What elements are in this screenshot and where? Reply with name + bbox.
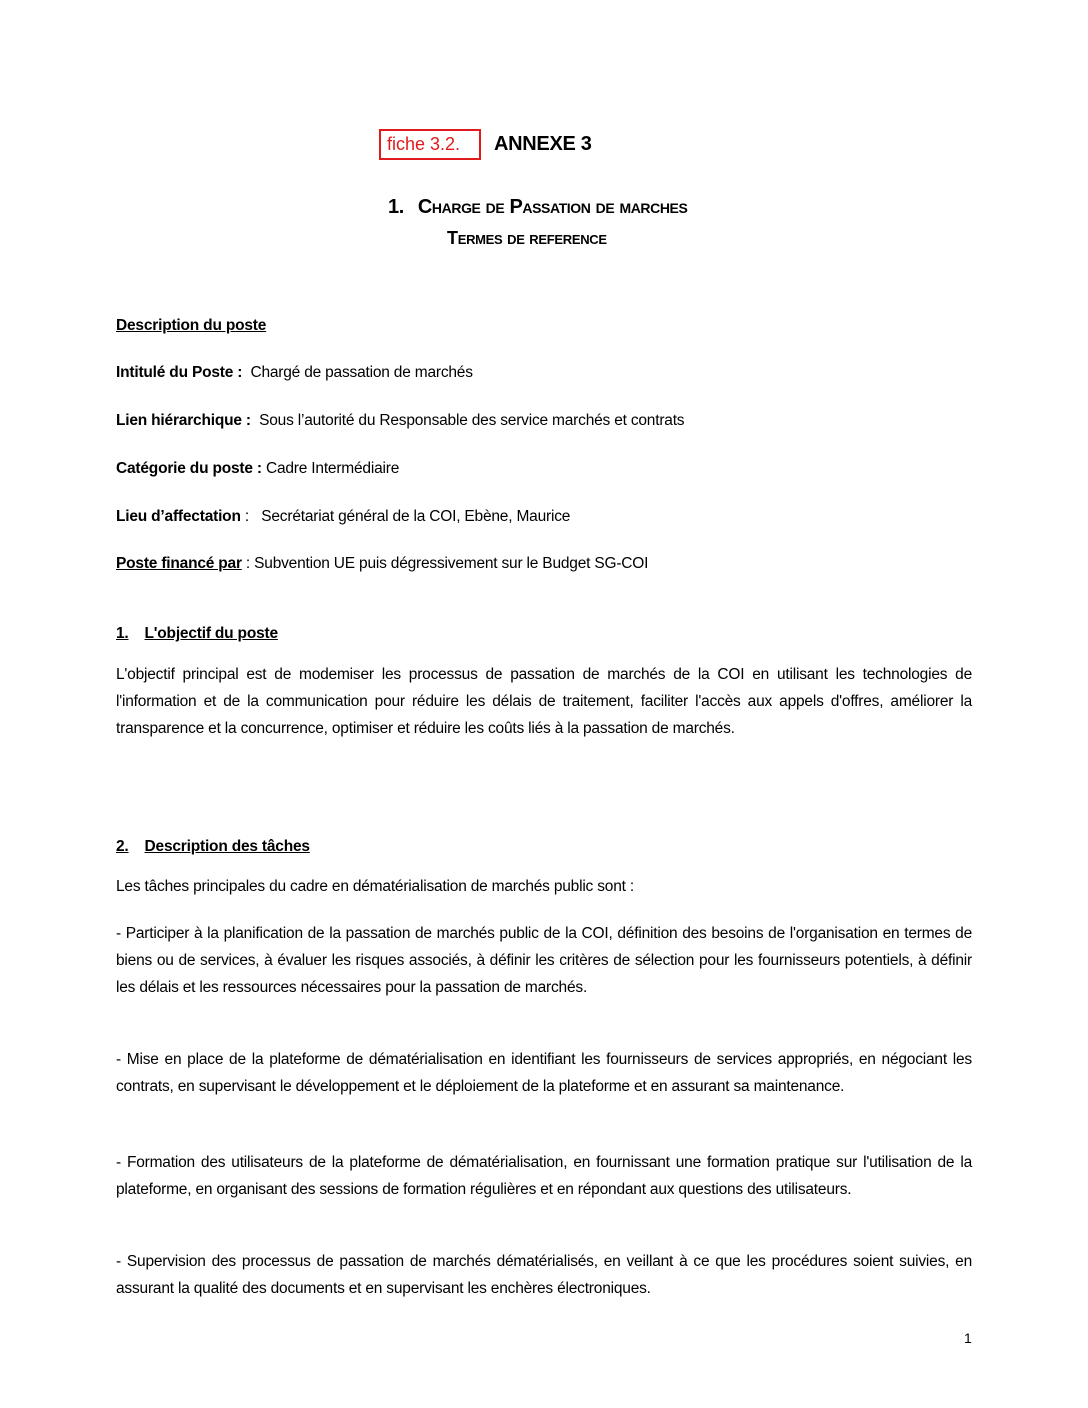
section2-heading: [116, 838, 310, 856]
section1-heading: [116, 625, 278, 643]
field-value: Chargé de passation de marchés: [242, 364, 473, 381]
task-item: - Formation des utilisateurs de la plateforme de dématérialisation, en fournissant une formation pratique sur l'utilisation de la plateforme, en organisant des sessions de formation régulières et en répondant aux questions des utilisateurs.: [116, 1154, 972, 1198]
fiche-stamp: fiche 3.2.: [379, 129, 481, 160]
section1-title: L'objectif du poste: [144, 625, 278, 642]
section2-title: Description des tâches: [144, 838, 310, 855]
field-value: : Secrétariat général de la COI, Ebène, Maurice: [240, 508, 571, 525]
section1-number: 1.: [116, 625, 129, 642]
field-value: Cadre Intermédiaire: [261, 460, 400, 477]
page-number: 1: [964, 1330, 972, 1346]
field-label: Lien hiérarchique :: [116, 412, 251, 429]
task-item: - Participer à la planification de la passation de marchés public de la COI, définition des besoins de l'organisation en termes de biens ou de services, à évaluer les risques associés, à définir les critères de sélection pour les fournisseurs potentiels, à définir les délais et les ressources nécessaires pour la passation de marchés.: [116, 925, 972, 996]
field-value: : Subvention UE puis dégressivement sur le Budget SG-COI: [241, 555, 649, 572]
title-number: 1.: [388, 196, 404, 218]
document-subtitle: Termes de reference: [447, 228, 607, 248]
section1-text: L'objectif principal est de modemiser les processus de passation de marchés de la COI en utilisant les technologies de l'information et de la communication pour réduire les délais de traitement, faciliter l'accès aux appels d'offres, améliorer la transparence et la concurrence, optimiser et réduire les coûts liés à la passation de marchés.: [116, 666, 972, 737]
description-heading: Description du poste: [116, 317, 267, 334]
section2-number: 2.: [116, 838, 129, 855]
task-item: - Supervision des processus de passation de marchés dématérialisés, en veillant à ce que les procédures soient suivies, en assurant la qualité des documents et en supervisant les enchères électroniques.: [116, 1253, 972, 1297]
field-label: Catégorie du poste :: [116, 460, 262, 477]
title-line-1: Charge de Passation de marches: [417, 196, 688, 218]
section2-intro: Les tâches principales du cadre en dématérialisation de marchés public sont :: [116, 878, 634, 895]
document-title: [388, 196, 687, 219]
field-label: Lieu d’affectation: [116, 508, 241, 525]
field-intitule: [116, 364, 473, 382]
task-item: - Mise en place de la plateforme de dématérialisation en identifiant les fournisseurs de services appropriés, en négociant les contrats, en supervisant le développement et le déploiement de la plateforme et en assurant sa maintenance.: [116, 1051, 972, 1095]
field-lien: [116, 412, 684, 430]
annexe-title: ANNEXE 3: [494, 133, 592, 155]
field-categorie: [116, 460, 399, 478]
field-label: Poste financé par: [116, 555, 242, 572]
field-lieu: [116, 508, 570, 526]
field-value: Sous l’autorité du Responsable des service marchés et contrats: [250, 412, 685, 429]
field-label: Intitulé du Poste :: [116, 364, 243, 381]
field-finance: [116, 555, 648, 573]
